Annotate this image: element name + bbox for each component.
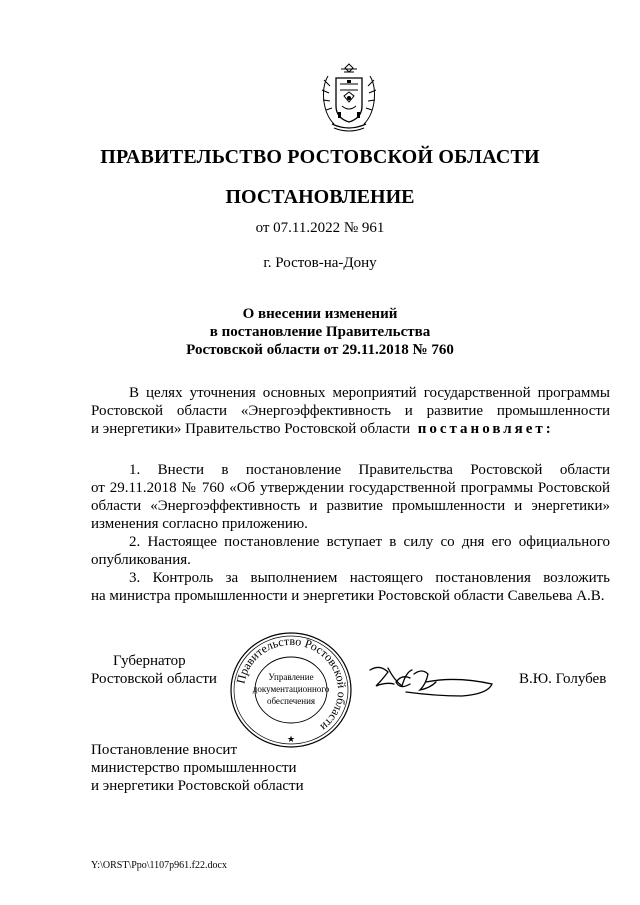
text-line: 3. Контроль за выполнением настоящего постановления возложить [129, 570, 610, 586]
government-title: ПРАВИТЕЛЬСТВО РОСТОВСКОЙ ОБЛАСТИ [100, 146, 540, 168]
text-line: от 29.11.2018 № 760 «Об утверждении государственной программы Ростовской [91, 480, 610, 496]
text-line: и энергетики» Правительство Ростовской области [91, 421, 411, 437]
text-line: В целях уточнения основных мероприятий государственной программы [129, 385, 610, 401]
document-type: ПОСТАНОВЛЕНИЕ [225, 186, 415, 208]
stamp-center-line: обеспечения [266, 696, 316, 706]
text-line: области «Энергоэффективность и развитие промышленности и энергетики» [91, 498, 610, 514]
subject-line: Ростовской области от 29.11.2018 № 760 [186, 342, 454, 358]
text-line: Ростовской области «Энергоэффективность и развитие промышленности [91, 403, 610, 419]
document-date-number: от 07.11.2022 № 961 [255, 220, 385, 236]
introduced-line: и энергетики Ростовской области [91, 778, 304, 794]
text-line: 2. Настоящее постановление вступает в силу со дня его официального [129, 534, 610, 550]
item-2-paragraph [91, 533, 610, 569]
decree-word: постановляет: [417, 421, 554, 437]
item-3-paragraph [91, 569, 610, 605]
position-line: Губернатор [113, 653, 186, 669]
document-subject [0, 305, 640, 359]
subject-line: в постановление Правительства [209, 324, 431, 340]
text-line [91, 420, 610, 438]
text-line: изменения согласно приложению. [91, 516, 308, 532]
handwritten-signature [366, 660, 496, 700]
text-line: 1. Внести в постановление Правительства Ростовской области [129, 462, 610, 478]
introduced-by [91, 741, 304, 795]
stamp-center-line: документационного [252, 684, 330, 694]
item-1-paragraph [91, 461, 610, 533]
introduced-line: Постановление вносит [91, 742, 238, 758]
stamp-ring-text: Правительство Ростовской области [233, 633, 350, 735]
official-stamp [228, 630, 354, 750]
introduced-line: министерство промышленности [91, 760, 297, 776]
coat-of-arms-emblem [314, 60, 384, 135]
subject-line: О внесении изменений [242, 306, 398, 322]
file-path: Y:\ORST\Ppo\1107p961.f22.docx [91, 860, 227, 871]
text-line: на министра промышленности и энергетики Ростовской области Савельева А.В. [91, 588, 605, 604]
text-line: опубликования. [91, 552, 191, 568]
document-city: г. Ростов-на-Дону [263, 255, 377, 271]
signatory-position [91, 652, 217, 688]
signer-name: В.Ю. Голубев [519, 671, 607, 687]
position-line: Ростовской области [91, 671, 217, 687]
stamp-center-line: Управление [268, 672, 314, 682]
preamble-paragraph [91, 384, 610, 438]
stamp-star-icon: ★ [286, 734, 296, 744]
